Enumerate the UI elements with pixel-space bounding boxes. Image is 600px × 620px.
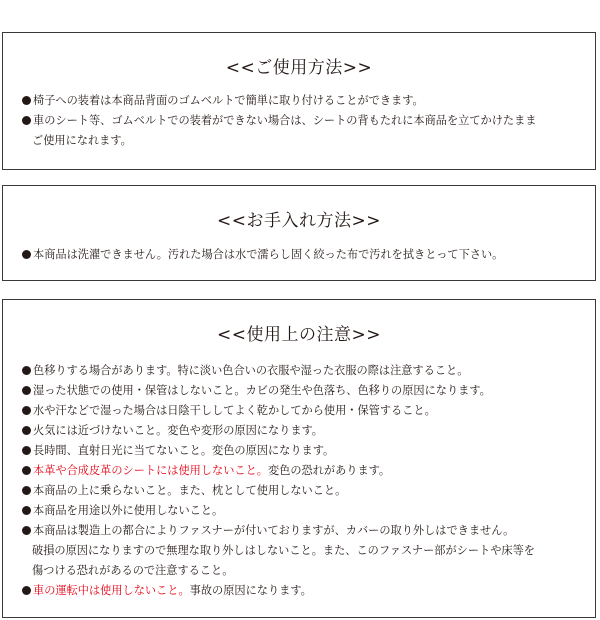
care-title: <<お手入れ方法>>: [217, 211, 381, 231]
caution-item-2: 湿った状態での使用・保管はしないこと。カビの発生や色落ち、色移りの原因になります。: [22, 384, 491, 398]
caution-item-8: 本商品を用途以外に使用しないこと。: [22, 504, 223, 518]
caution-title: <<使用上の注意>>: [217, 325, 381, 345]
usage-item-2-cont: ご使用になれます。: [32, 134, 132, 147]
bullet-icon: [22, 250, 31, 259]
bullet-icon: [22, 96, 31, 105]
bullet-icon: [22, 466, 31, 475]
caution-item-7: 本商品の上に乗らないこと。また、枕として使用しないこと。: [22, 484, 346, 498]
caution-item-9-cont-2: 傷つける恐れがあるので注意すること。: [32, 564, 234, 577]
usage-title: <<ご使用方法>>: [225, 58, 373, 78]
bullet-icon: [22, 116, 31, 125]
caution-item-1: 色移りする場合があります。特に淡い色合いの衣服や湿った衣服の際は注意すること。: [22, 364, 468, 378]
caution-item-6: 本革や合成皮革のシートには使用しないこと。変色の恐れがあります。: [22, 464, 390, 478]
caution-item-10: 車の運転中は使用しないこと。事故の原因になります。: [22, 584, 312, 598]
care-item-1: 本商品は洗濯できません。汚れた場合は水で濡らし固く絞った布で汚れを拭きとって下さい。: [22, 248, 503, 262]
bullet-icon: [22, 406, 31, 415]
usage-item-1: 椅子への装着は本商品背面のゴムベルトで簡単に取り付けることができます。: [22, 94, 424, 108]
warning-text: 本革や合成皮革のシートには使用しないこと。: [33, 464, 268, 477]
caution-item-5: 長時間、直射日光に当てないこと。変色の原因になります。: [22, 444, 334, 458]
caution-item-4: 火気には近づけないこと。変色や変形の原因になります。: [22, 424, 323, 438]
bullet-icon: [22, 526, 31, 535]
usage-item-2: 車のシート等、ゴムベルトでの装着ができない場合は、シートの背もたれに本商品を立てかけたまま: [22, 114, 536, 128]
bullet-icon: [22, 586, 31, 595]
caution-item-9-cont-1: 破損の原因になりますので無理な取り外しはしないこと。また、このファスナー部がシートや床等を: [32, 544, 535, 557]
bullet-icon: [22, 426, 31, 435]
bullet-icon: [22, 446, 31, 455]
bullet-icon: [22, 486, 31, 495]
warning-text: 車の運転中は使用しないこと。: [33, 584, 190, 597]
caution-item-9: 本商品は製造上の都合によりファスナーが付いておりますが、カバーの取り外しはできません。: [22, 524, 514, 538]
bullet-icon: [22, 386, 31, 395]
bullet-icon: [22, 506, 31, 515]
bullet-icon: [22, 366, 31, 375]
caution-item-3: 水や汗などで湿った場合は日陰干ししてよく乾かしてから使用・保管すること。: [22, 404, 436, 418]
care-section: [2, 185, 596, 281]
